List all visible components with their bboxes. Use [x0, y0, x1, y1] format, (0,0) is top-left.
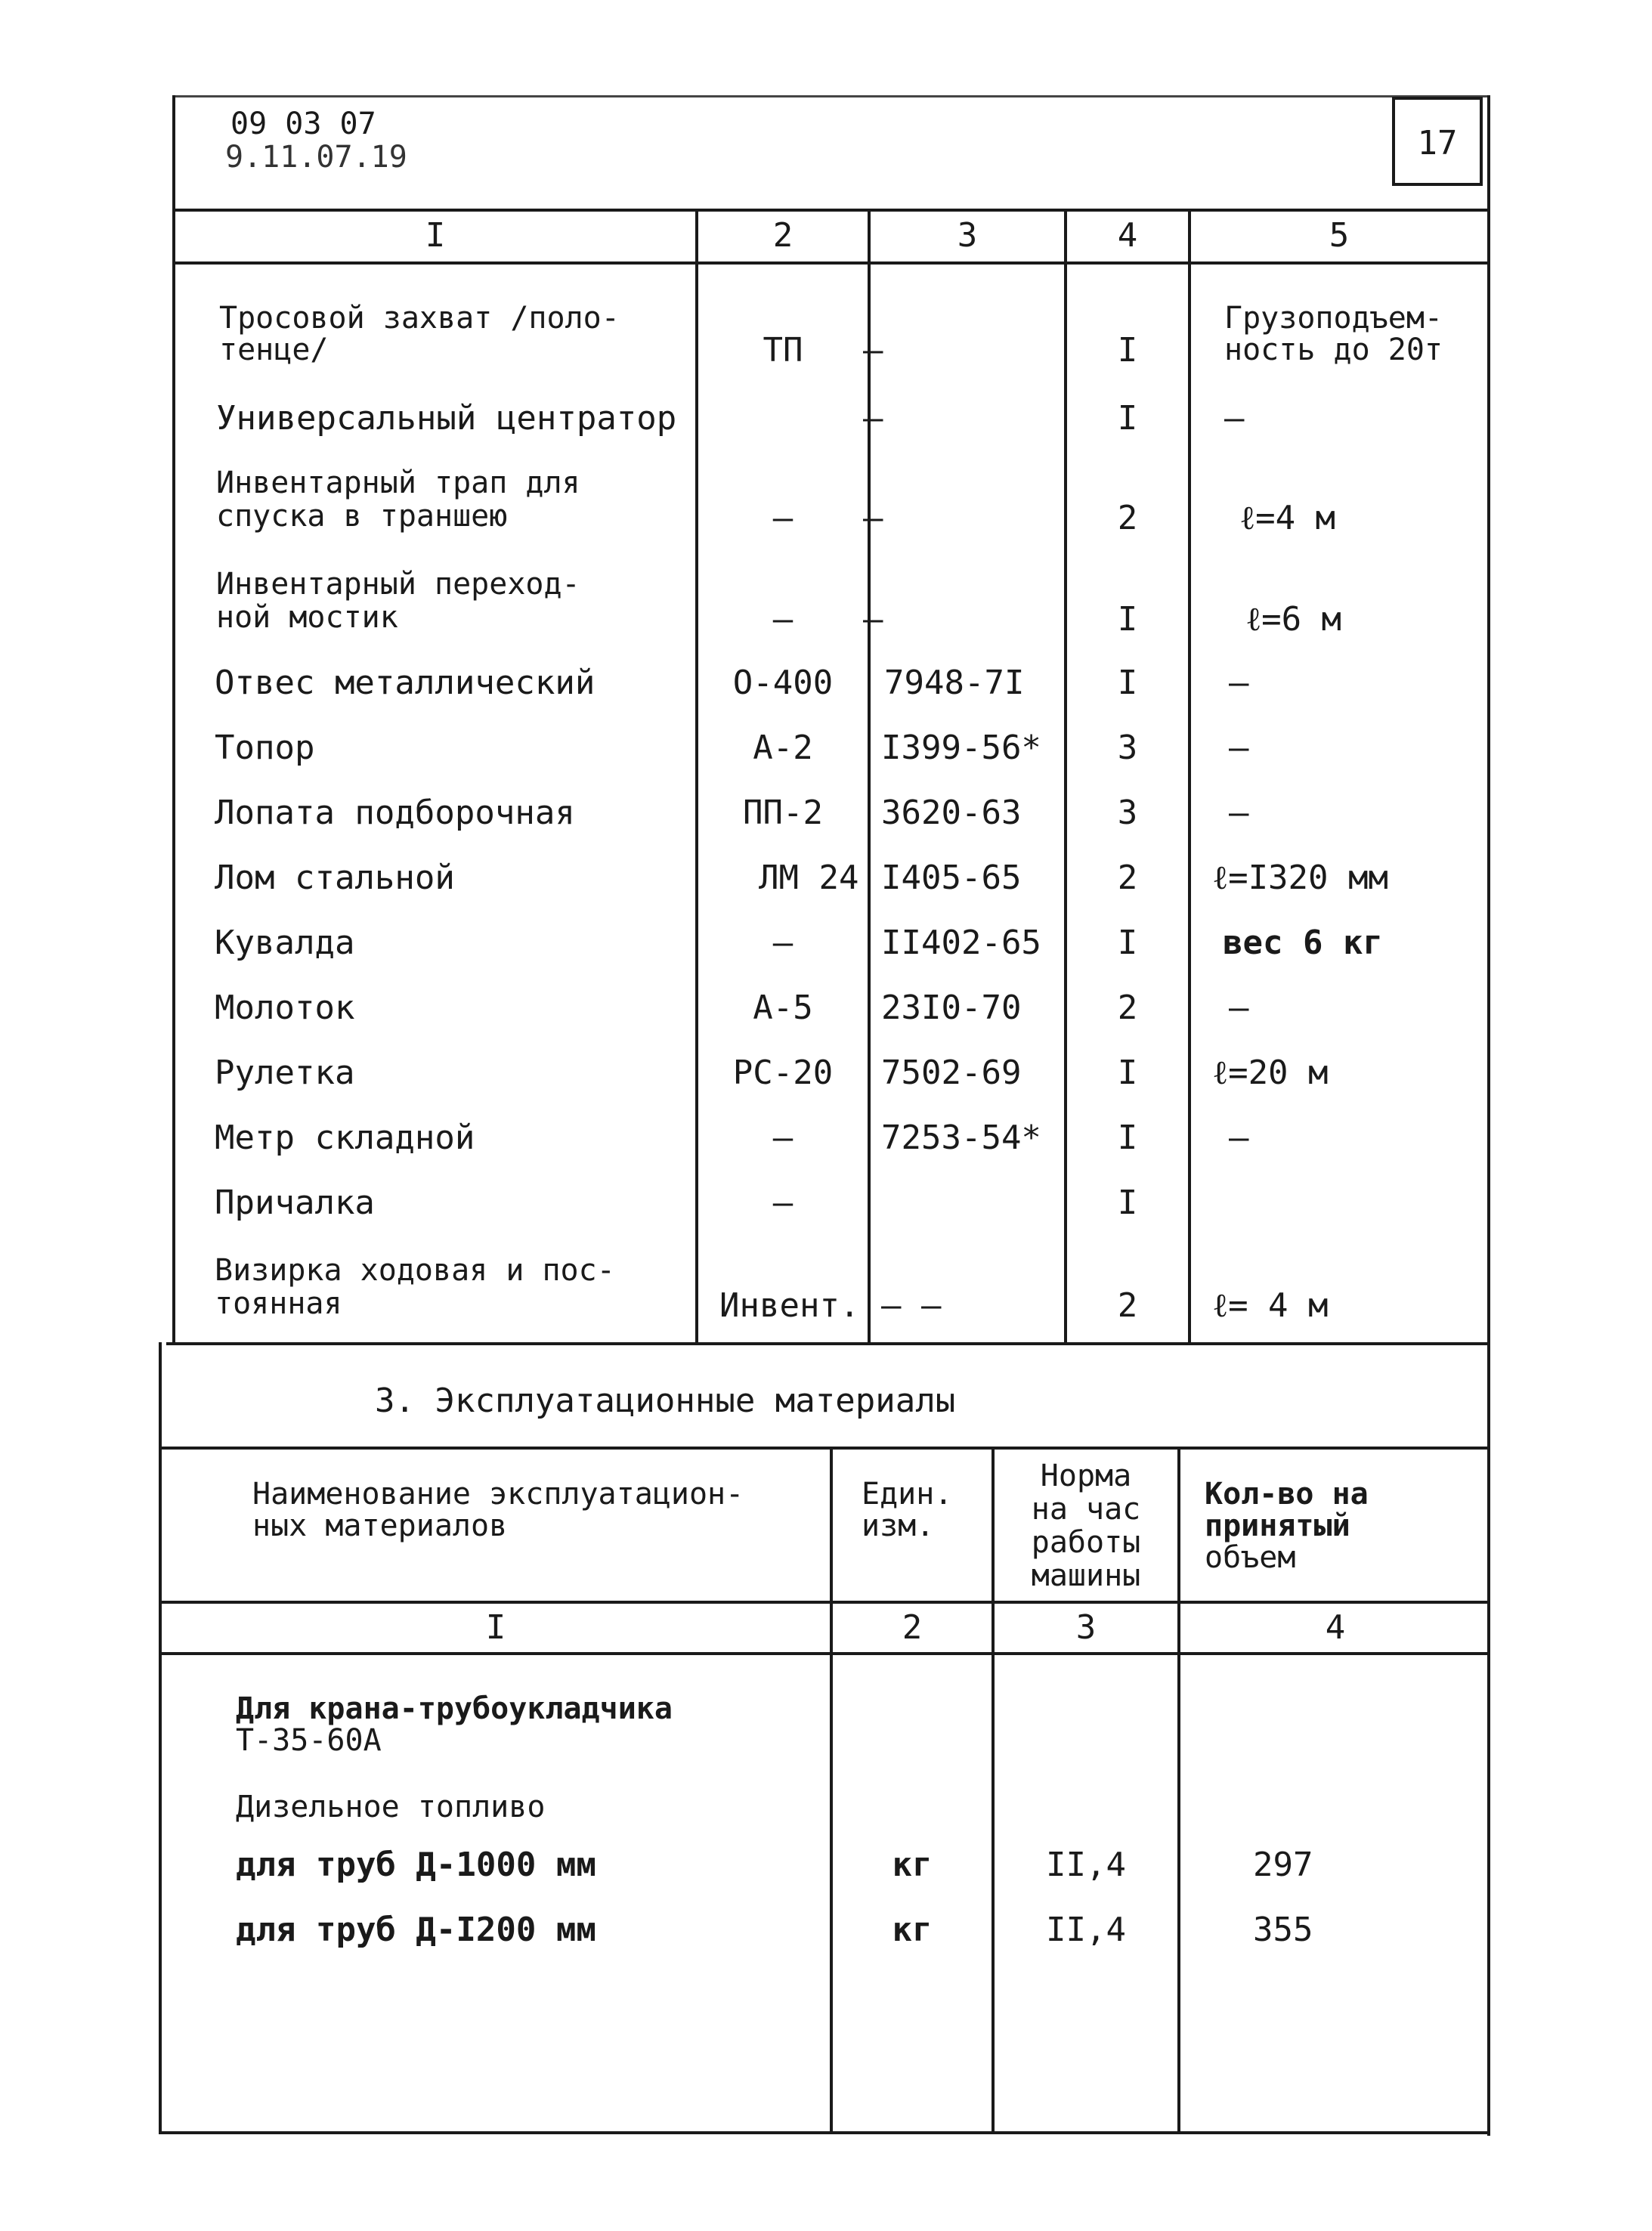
item-note: ℓ=I320 мм: [1212, 859, 1388, 897]
header-qty: объем: [1205, 1540, 1296, 1575]
item-note: –: [1224, 399, 1245, 438]
item-name: Топор: [215, 729, 315, 767]
col-number-3: 3: [1075, 1608, 1097, 1647]
item-mark: –: [772, 1184, 794, 1222]
col-number-2: 2: [902, 1608, 923, 1647]
item-mark: А-2: [753, 729, 813, 767]
item-gost: –: [863, 331, 883, 370]
item-mark: А-5: [753, 989, 813, 1027]
material-qty: 297: [1253, 1846, 1313, 1884]
item-name: Рулетка: [215, 1054, 355, 1092]
col-number-2: 2: [772, 216, 794, 255]
item-name: Инвентарный трап для: [216, 466, 580, 500]
item-qty: I: [1117, 331, 1138, 370]
item-gost: I399-56*: [881, 729, 1041, 767]
item-name: Метр складной: [215, 1119, 475, 1157]
item-mark: ЛМ 24: [759, 859, 859, 897]
section-title: 3. Эксплуатационные материалы: [375, 1382, 956, 1420]
group-title: Т-35-60А: [236, 1723, 382, 1758]
item-name: Универсальный центратор: [216, 399, 677, 438]
item-note: –: [1229, 989, 1249, 1027]
item-name: Визирка ходовая и пос-: [215, 1253, 615, 1288]
header-unit: Един.: [862, 1477, 953, 1512]
item-mark: –: [772, 499, 794, 537]
item-note: –: [1229, 664, 1249, 702]
item-name: Тросовой захват /поло-: [219, 301, 620, 336]
item-name: Инвентарный переход-: [216, 567, 580, 602]
header-norm: работы: [1031, 1525, 1141, 1560]
item-mark: –: [772, 600, 794, 639]
col-number-1: I: [425, 216, 446, 255]
item-name: Причалка: [215, 1184, 375, 1222]
page-number-box: [1392, 97, 1483, 186]
col-number-1: I: [485, 1608, 506, 1647]
item-gost: 23I0-70: [881, 989, 1022, 1027]
item-qty: I: [1117, 1184, 1138, 1222]
item-qty: 2: [1117, 499, 1138, 537]
item-gost: –: [863, 600, 883, 639]
col-number-5: 5: [1329, 216, 1350, 255]
material-unit: кг: [892, 1911, 933, 1949]
item-qty: I: [1117, 1054, 1138, 1092]
item-note: ℓ=20 м: [1212, 1054, 1329, 1092]
subgroup-title: Дизельное топливо: [236, 1790, 546, 1824]
item-gost: –: [863, 499, 883, 537]
doc-code-1: 09 03 07: [230, 107, 376, 141]
item-name: Лом стальной: [215, 859, 455, 897]
item-note: вес 6 кг: [1223, 924, 1383, 962]
item-qty: I: [1117, 924, 1138, 962]
item-qty: 3: [1117, 729, 1138, 767]
item-qty: 2: [1117, 989, 1138, 1027]
item-note: ность до 20т: [1224, 333, 1443, 367]
item-note: –: [1229, 1119, 1249, 1157]
item-gost: –: [863, 399, 883, 438]
header-norm: машины: [1031, 1558, 1141, 1593]
header-qty: Кол-во на: [1205, 1477, 1369, 1512]
item-note: Грузоподъем-: [1224, 301, 1443, 336]
page-number: 17: [1417, 124, 1458, 162]
item-gost: 7253-54*: [881, 1119, 1041, 1157]
item-name: Молоток: [215, 989, 355, 1027]
item-name: Кувалда: [215, 924, 355, 962]
item-note: ℓ=4 м: [1239, 499, 1336, 537]
item-note: ℓ= 4 м: [1212, 1286, 1329, 1325]
item-qty: I: [1117, 1119, 1138, 1157]
item-gost: 3620-63: [881, 794, 1022, 832]
material-name: для труб Д-1000 мм: [236, 1846, 596, 1884]
item-qty: I: [1117, 399, 1138, 438]
item-name: Лопата подборочная: [215, 794, 575, 832]
item-qty: I: [1117, 600, 1138, 639]
material-norm: II,4: [1046, 1846, 1126, 1884]
item-mark: РС-20: [732, 1054, 834, 1092]
item-name: спуска в траншею: [216, 499, 508, 534]
item-note: –: [1229, 794, 1249, 832]
material-name: для труб Д-I200 мм: [236, 1911, 596, 1949]
item-name: Отвес металлический: [215, 664, 596, 702]
header-norm: на час: [1031, 1492, 1141, 1527]
item-name: тоянная: [215, 1286, 342, 1321]
item-mark: ТП: [763, 331, 803, 370]
group-title: Для крана-трубоукладчика: [236, 1691, 673, 1726]
header-name: Наименование эксплуатацион-: [252, 1477, 744, 1512]
item-qty: 2: [1117, 859, 1138, 897]
item-name: тенце/: [219, 333, 329, 367]
header-name: ных материалов: [252, 1508, 508, 1543]
item-note: –: [1229, 729, 1249, 767]
item-mark: –: [772, 1119, 794, 1157]
col-number-4: 4: [1117, 216, 1138, 255]
item-qty: I: [1117, 664, 1138, 702]
doc-code-2: 9.11.07.19: [225, 140, 407, 175]
item-gost: II402-65: [881, 924, 1041, 962]
item-name: ной мостик: [216, 600, 398, 635]
item-mark: ПП-2: [743, 794, 823, 832]
item-mark: Инвент.: [719, 1286, 860, 1325]
item-note: ℓ=6 м: [1245, 600, 1342, 639]
item-gost: 7948-7I: [884, 664, 1025, 702]
material-norm: II,4: [1046, 1911, 1126, 1949]
item-qty: 2: [1117, 1286, 1138, 1325]
material-qty: 355: [1253, 1911, 1313, 1949]
item-mark: О-400: [732, 664, 834, 702]
item-qty: 3: [1117, 794, 1138, 832]
item-gost: I405-65: [881, 859, 1022, 897]
col-number-4: 4: [1325, 1608, 1346, 1647]
item-mark: –: [772, 924, 794, 962]
material-unit: кг: [892, 1846, 933, 1884]
item-gost: – –: [881, 1286, 942, 1325]
item-gost: 7502-69: [881, 1054, 1022, 1092]
header-qty: принятый: [1205, 1508, 1350, 1543]
header-norm: Норма: [1040, 1459, 1132, 1493]
col-number-3: 3: [957, 216, 978, 255]
header-unit: изм.: [862, 1508, 935, 1543]
